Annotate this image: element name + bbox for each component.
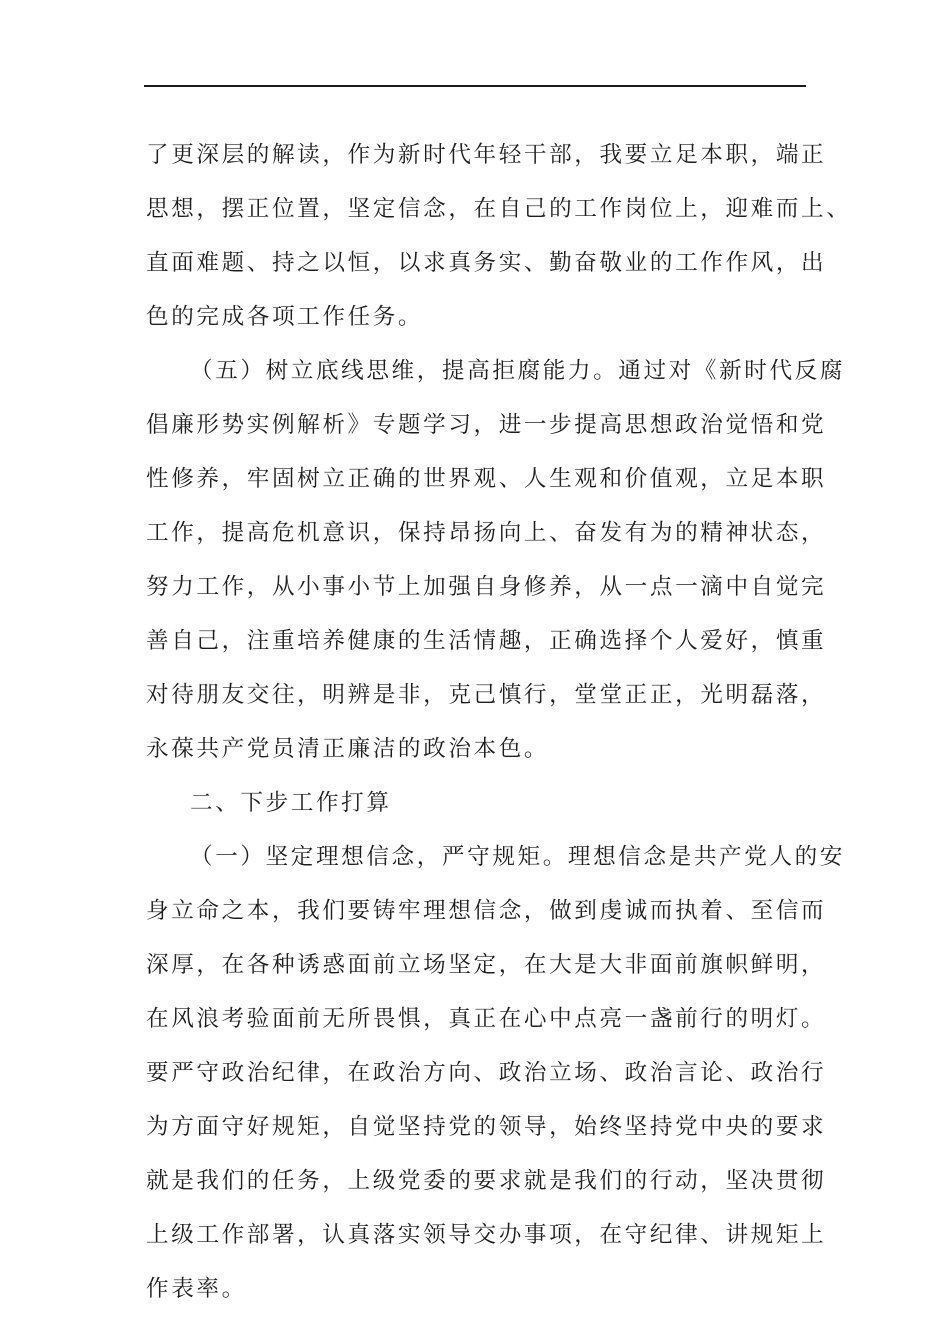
text-line: 倡廉形势实例解析》专题学习，进一步提高思想政治觉悟和党 (146, 412, 827, 438)
text-line: 工作，提高危机意识，保持昂扬向上、奋发有为的精神状态， (146, 520, 827, 546)
text-line: 在风浪考验面前无所畏惧，真正在心中点亮一盏前行的明灯。 (146, 1006, 827, 1032)
text-line: 永葆共产党员清正廉洁的政治本色。 (146, 736, 550, 762)
text-line: 要严守政治纪律，在政治方向、政治立场、政治言论、政治行 (146, 1060, 827, 1086)
text-line: 性修养，牢固树立正确的世界观、人生观和价值观，立足本职 (146, 466, 827, 492)
text-line: 直面难题、持之以恒，以求真务实、勤奋敬业的工作作风，出 (146, 250, 827, 276)
text-line: 作表率。 (146, 1276, 247, 1302)
header-rule (144, 85, 806, 87)
text-line: 思想，摆正位置，坚定信念，在自己的工作岗位上，迎难而上、 (146, 196, 852, 222)
paragraph-start-five: （五）树立底线思维，提高拒腐能力。通过对《新时代反腐 (190, 358, 846, 384)
text-line: 色的完成各项工作任务。 (146, 304, 424, 330)
text-line: 为方面守好规矩，自觉坚持党的领导，始终坚持党中央的要求 (146, 1114, 827, 1140)
text-line: 善自己，注重培养健康的生活情趣，正确选择个人爱好，慎重 (146, 628, 827, 654)
text-line: 对待朋友交往，明辨是非，克己慎行，堂堂正正，光明磊落， (146, 682, 827, 708)
text-line: 努力工作，从小事小节上加强自身修养，从一点一滴中自觉完 (146, 574, 827, 600)
text-line: 就是我们的任务，上级党委的要求就是我们的行动，坚决贯彻 (146, 1168, 827, 1194)
text-line: 身立命之本，我们要铸牢理想信念，做到虔诚而执着、至信而 (146, 898, 827, 924)
text-line: 了更深层的解读，作为新时代年轻干部，我要立足本职，端正 (146, 142, 827, 168)
paragraph-start-one: （一）坚定理想信念，严守规矩。理想信念是共产党人的安 (190, 844, 846, 870)
document-body (146, 128, 852, 1316)
text-line: 上级工作部署，认真落实领导交办事项，在守纪律、讲规矩上 (146, 1222, 827, 1248)
section-heading: 二、下步工作打算 (190, 790, 392, 816)
text-line: 深厚，在各种诱惑面前立场坚定，在大是大非面前旗帜鲜明， (146, 952, 827, 978)
